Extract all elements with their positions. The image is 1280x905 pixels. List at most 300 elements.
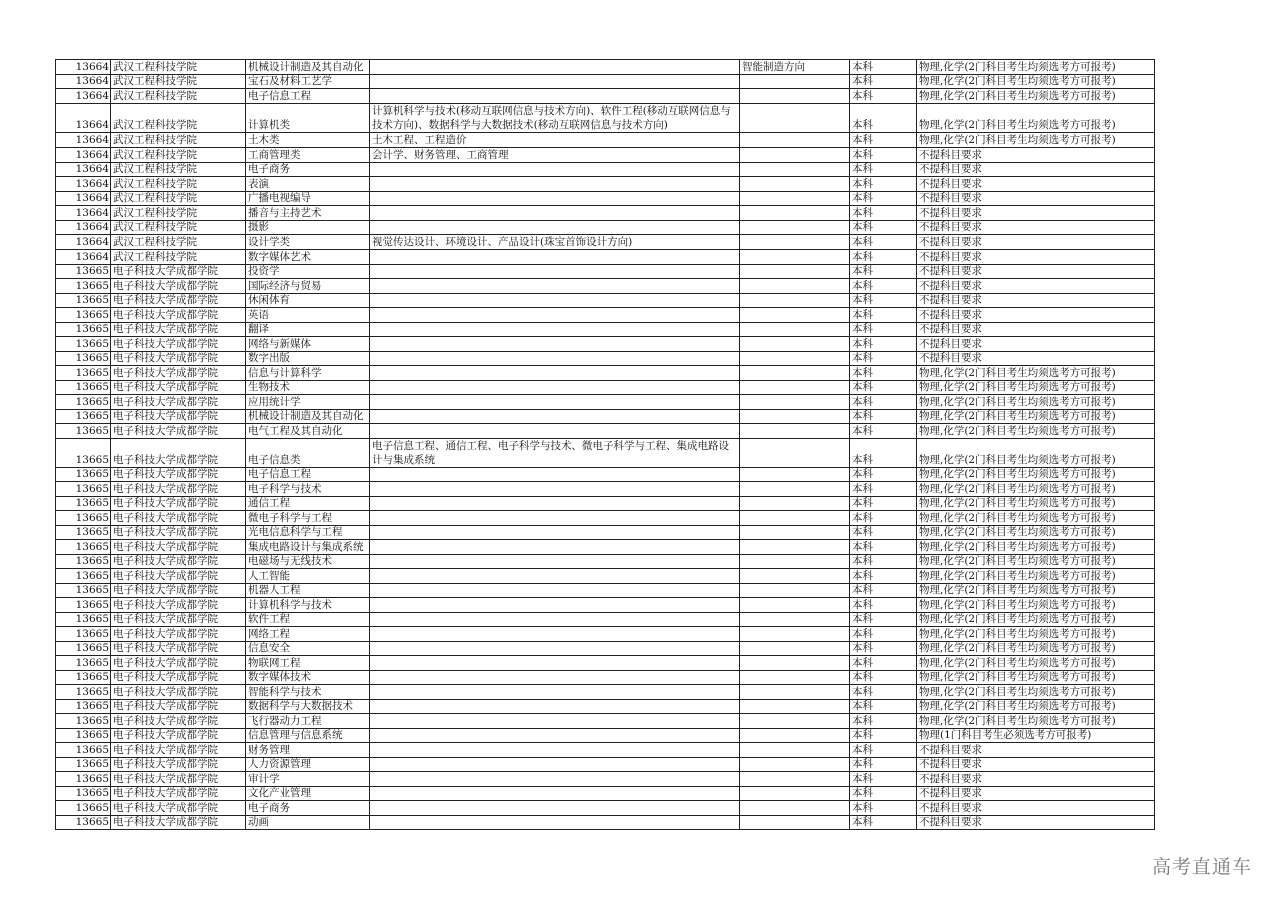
subject-requirement-cell: 不提科目要求 (917, 206, 1155, 221)
included-majors-cell: 计算机科学与技术(移动互联网信息与技术方向)、软件工程(移动互联网信息与技术方向)、数据科学与大数据技术(移动互联网信息与技术方向) (370, 103, 740, 132)
school-name-cell: 电子科技大学成都学院 (111, 569, 246, 584)
level-cell: 本科 (850, 641, 917, 656)
level-cell: 本科 (850, 438, 917, 467)
table-row (56, 409, 1155, 424)
direction-cell (740, 366, 850, 381)
subject-requirement-cell: 不提科目要求 (917, 322, 1155, 337)
watermark: 高考直通车 (1151, 856, 1252, 878)
school-code-cell: 13665 (56, 337, 111, 352)
direction-cell (740, 540, 850, 555)
table-row (56, 322, 1155, 337)
major-name-cell: 数据科学与大数据技术 (246, 699, 370, 714)
school-name-cell: 电子科技大学成都学院 (111, 540, 246, 555)
subject-requirement-cell: 不提科目要求 (917, 293, 1155, 308)
included-majors-cell (370, 496, 740, 511)
direction-cell (740, 569, 850, 584)
included-majors-cell (370, 656, 740, 671)
school-code-cell: 13665 (56, 815, 111, 830)
level-cell: 本科 (850, 569, 917, 584)
table-row (56, 395, 1155, 410)
school-name-cell: 武汉工程科技学院 (111, 103, 246, 132)
school-name-cell: 电子科技大学成都学院 (111, 670, 246, 685)
major-name-cell: 投资学 (246, 264, 370, 279)
subject-requirement-cell: 物理,化学(2门科目考生均须选考方可报考) (917, 74, 1155, 89)
included-majors-cell (370, 743, 740, 758)
table-row (56, 772, 1155, 787)
school-code-cell: 13665 (56, 569, 111, 584)
direction-cell (740, 772, 850, 787)
school-code-cell: 13664 (56, 250, 111, 265)
table-row (56, 74, 1155, 89)
level-cell: 本科 (850, 612, 917, 627)
school-name-cell: 电子科技大学成都学院 (111, 424, 246, 439)
school-code-cell: 13665 (56, 786, 111, 801)
school-code-cell: 13665 (56, 395, 111, 410)
school-name-cell: 电子科技大学成都学院 (111, 554, 246, 569)
direction-cell (740, 641, 850, 656)
school-name-cell: 武汉工程科技学院 (111, 220, 246, 235)
subject-requirement-cell: 物理,化学(2门科目考生均须选考方可报考) (917, 89, 1155, 104)
subject-requirement-cell: 不提科目要求 (917, 757, 1155, 772)
direction-cell (740, 132, 850, 147)
school-name-cell: 武汉工程科技学院 (111, 89, 246, 104)
school-code-cell: 13665 (56, 482, 111, 497)
subject-requirement-cell: 物理,化学(2门科目考生均须选考方可报考) (917, 714, 1155, 729)
level-cell: 本科 (850, 786, 917, 801)
direction-cell (740, 482, 850, 497)
school-code-cell: 13665 (56, 511, 111, 526)
school-code-cell: 13665 (56, 612, 111, 627)
included-majors-cell (370, 728, 740, 743)
level-cell: 本科 (850, 772, 917, 787)
included-majors-cell: 电子信息工程、通信工程、电子科学与技术、微电子科学与工程、集成电路设计与集成系统 (370, 438, 740, 467)
school-code-cell: 13665 (56, 685, 111, 700)
school-code-cell: 13664 (56, 60, 111, 75)
school-code-cell: 13665 (56, 467, 111, 482)
direction-cell (740, 786, 850, 801)
level-cell: 本科 (850, 409, 917, 424)
table-row (56, 250, 1155, 265)
included-majors-cell (370, 74, 740, 89)
level-cell: 本科 (850, 757, 917, 772)
school-name-cell: 电子科技大学成都学院 (111, 438, 246, 467)
included-majors-cell (370, 685, 740, 700)
table-row (56, 714, 1155, 729)
included-majors-cell (370, 670, 740, 685)
included-majors-cell: 视觉传达设计、环境设计、产品设计(珠宝首饰设计方向) (370, 235, 740, 250)
included-majors-cell (370, 191, 740, 206)
school-code-cell: 13665 (56, 496, 111, 511)
subject-requirement-cell: 物理,化学(2门科目考生均须选考方可报考) (917, 395, 1155, 410)
table-row (56, 206, 1155, 221)
included-majors-cell (370, 641, 740, 656)
table-body (56, 60, 1155, 830)
subject-requirement-cell: 物理,化学(2门科目考生均须选考方可报考) (917, 103, 1155, 132)
subject-requirement-cell: 物理,化学(2门科目考生均须选考方可报考) (917, 670, 1155, 685)
school-code-cell: 13665 (56, 801, 111, 816)
major-name-cell: 工商管理类 (246, 147, 370, 162)
school-code-cell: 13665 (56, 293, 111, 308)
included-majors-cell (370, 525, 740, 540)
major-name-cell: 广播电视编导 (246, 191, 370, 206)
school-name-cell: 电子科技大学成都学院 (111, 366, 246, 381)
table-row (56, 60, 1155, 75)
included-majors-cell (370, 264, 740, 279)
table-row (56, 511, 1155, 526)
table-row (56, 598, 1155, 613)
major-name-cell: 通信工程 (246, 496, 370, 511)
table-row (56, 380, 1155, 395)
school-name-cell: 武汉工程科技学院 (111, 162, 246, 177)
level-cell: 本科 (850, 482, 917, 497)
major-name-cell: 信息安全 (246, 641, 370, 656)
subject-requirement-cell: 不提科目要求 (917, 220, 1155, 235)
direction-cell (740, 496, 850, 511)
included-majors-cell: 土木工程、工程造价 (370, 132, 740, 147)
subject-requirement-cell: 物理,化学(2门科目考生均须选考方可报考) (917, 699, 1155, 714)
major-name-cell: 电子科学与技术 (246, 482, 370, 497)
major-name-cell: 软件工程 (246, 612, 370, 627)
school-code-cell: 13664 (56, 177, 111, 192)
school-code-cell: 13665 (56, 351, 111, 366)
included-majors-cell: 会计学、财务管理、工商管理 (370, 147, 740, 162)
subject-requirement-cell: 物理,化学(2门科目考生均须选考方可报考) (917, 685, 1155, 700)
major-name-cell: 文化产业管理 (246, 786, 370, 801)
included-majors-cell (370, 772, 740, 787)
subject-requirement-cell: 物理,化学(2门科目考生均须选考方可报考) (917, 438, 1155, 467)
included-majors-cell (370, 409, 740, 424)
school-name-cell: 电子科技大学成都学院 (111, 743, 246, 758)
school-name-cell: 电子科技大学成都学院 (111, 815, 246, 830)
table-row (56, 743, 1155, 758)
direction-cell (740, 74, 850, 89)
level-cell: 本科 (850, 293, 917, 308)
school-name-cell: 电子科技大学成都学院 (111, 496, 246, 511)
major-name-cell: 机械设计制造及其自动化 (246, 409, 370, 424)
subject-requirement-cell: 物理,化学(2门科目考生均须选考方可报考) (917, 612, 1155, 627)
subject-requirement-cell: 物理,化学(2门科目考生均须选考方可报考) (917, 598, 1155, 613)
direction-cell (740, 714, 850, 729)
school-code-cell: 13665 (56, 714, 111, 729)
subject-requirement-cell: 不提科目要求 (917, 772, 1155, 787)
table-row (56, 801, 1155, 816)
table-row (56, 496, 1155, 511)
major-name-cell: 国际经济与贸易 (246, 279, 370, 294)
level-cell: 本科 (850, 728, 917, 743)
major-name-cell: 翻译 (246, 322, 370, 337)
major-name-cell: 数字出版 (246, 351, 370, 366)
school-name-cell: 电子科技大学成都学院 (111, 351, 246, 366)
school-code-cell: 13664 (56, 206, 111, 221)
school-name-cell: 电子科技大学成都学院 (111, 380, 246, 395)
direction-cell (740, 685, 850, 700)
direction-cell (740, 235, 850, 250)
subject-requirement-cell: 物理,化学(2门科目考生均须选考方可报考) (917, 569, 1155, 584)
school-code-cell: 13665 (56, 699, 111, 714)
level-cell: 本科 (850, 264, 917, 279)
included-majors-cell (370, 395, 740, 410)
subject-requirement-cell: 不提科目要求 (917, 308, 1155, 323)
direction-cell (740, 511, 850, 526)
included-majors-cell (370, 89, 740, 104)
table-row (56, 191, 1155, 206)
major-name-cell: 微电子科学与工程 (246, 511, 370, 526)
major-name-cell: 动画 (246, 815, 370, 830)
table-row (56, 786, 1155, 801)
school-name-cell: 武汉工程科技学院 (111, 74, 246, 89)
table-row (56, 525, 1155, 540)
school-name-cell: 电子科技大学成都学院 (111, 264, 246, 279)
direction-cell (740, 395, 850, 410)
major-name-cell: 电子信息工程 (246, 467, 370, 482)
school-name-cell: 武汉工程科技学院 (111, 147, 246, 162)
table-row (56, 656, 1155, 671)
major-name-cell: 机械设计制造及其自动化 (246, 60, 370, 75)
level-cell: 本科 (850, 250, 917, 265)
school-name-cell: 电子科技大学成都学院 (111, 395, 246, 410)
level-cell: 本科 (850, 598, 917, 613)
major-name-cell: 网络与新媒体 (246, 337, 370, 352)
direction-cell (740, 351, 850, 366)
direction-cell (740, 583, 850, 598)
direction-cell (740, 264, 850, 279)
direction-cell (740, 612, 850, 627)
level-cell: 本科 (850, 627, 917, 642)
school-code-cell: 13665 (56, 641, 111, 656)
subject-requirement-cell: 物理,化学(2门科目考生均须选考方可报考) (917, 482, 1155, 497)
included-majors-cell (370, 380, 740, 395)
major-name-cell: 数字媒体技术 (246, 670, 370, 685)
included-majors-cell (370, 482, 740, 497)
direction-cell (740, 757, 850, 772)
included-majors-cell (370, 162, 740, 177)
direction-cell (740, 670, 850, 685)
subject-requirement-cell: 物理,化学(2门科目考生均须选考方可报考) (917, 366, 1155, 381)
included-majors-cell (370, 467, 740, 482)
major-name-cell: 电子商务 (246, 801, 370, 816)
level-cell: 本科 (850, 103, 917, 132)
school-name-cell: 电子科技大学成都学院 (111, 801, 246, 816)
school-code-cell: 13665 (56, 670, 111, 685)
direction-cell (740, 656, 850, 671)
school-name-cell: 电子科技大学成都学院 (111, 598, 246, 613)
included-majors-cell (370, 511, 740, 526)
direction-cell (740, 191, 850, 206)
school-name-cell: 电子科技大学成都学院 (111, 322, 246, 337)
subject-requirement-cell: 物理,化学(2门科目考生均须选考方可报考) (917, 511, 1155, 526)
table-row (56, 699, 1155, 714)
major-name-cell: 光电信息科学与工程 (246, 525, 370, 540)
school-name-cell: 电子科技大学成都学院 (111, 279, 246, 294)
direction-cell (740, 801, 850, 816)
school-code-cell: 13665 (56, 656, 111, 671)
level-cell: 本科 (850, 656, 917, 671)
major-name-cell: 应用统计学 (246, 395, 370, 410)
subject-requirement-cell: 不提科目要求 (917, 337, 1155, 352)
table-row (56, 220, 1155, 235)
level-cell: 本科 (850, 162, 917, 177)
major-name-cell: 电气工程及其自动化 (246, 424, 370, 439)
direction-cell (740, 554, 850, 569)
level-cell: 本科 (850, 554, 917, 569)
table-row (56, 482, 1155, 497)
direction-cell (740, 438, 850, 467)
subject-requirement-cell: 不提科目要求 (917, 786, 1155, 801)
included-majors-cell (370, 757, 740, 772)
level-cell: 本科 (850, 177, 917, 192)
school-code-cell: 13665 (56, 554, 111, 569)
direction-cell (740, 337, 850, 352)
included-majors-cell (370, 627, 740, 642)
table-row (56, 235, 1155, 250)
major-name-cell: 设计学类 (246, 235, 370, 250)
table-row (56, 438, 1155, 467)
major-name-cell: 摄影 (246, 220, 370, 235)
school-name-cell: 电子科技大学成都学院 (111, 525, 246, 540)
table-row (56, 467, 1155, 482)
direction-cell (740, 220, 850, 235)
level-cell: 本科 (850, 89, 917, 104)
level-cell: 本科 (850, 801, 917, 816)
level-cell: 本科 (850, 511, 917, 526)
table-row (56, 583, 1155, 598)
subject-requirement-cell: 不提科目要求 (917, 191, 1155, 206)
major-name-cell: 机器人工程 (246, 583, 370, 598)
direction-cell (740, 206, 850, 221)
school-name-cell: 电子科技大学成都学院 (111, 714, 246, 729)
major-name-cell: 人力资源管理 (246, 757, 370, 772)
included-majors-cell (370, 569, 740, 584)
table-row (56, 279, 1155, 294)
table-row (56, 670, 1155, 685)
subject-requirement-table (55, 59, 1155, 830)
school-code-cell: 13665 (56, 583, 111, 598)
major-name-cell: 信息管理与信息系统 (246, 728, 370, 743)
direction-cell (740, 815, 850, 830)
school-name-cell: 武汉工程科技学院 (111, 132, 246, 147)
school-code-cell: 13665 (56, 380, 111, 395)
school-code-cell: 13665 (56, 424, 111, 439)
table-row (56, 627, 1155, 642)
level-cell: 本科 (850, 60, 917, 75)
table-row (56, 366, 1155, 381)
included-majors-cell (370, 366, 740, 381)
direction-cell (740, 177, 850, 192)
included-majors-cell (370, 540, 740, 555)
level-cell: 本科 (850, 351, 917, 366)
major-name-cell: 英语 (246, 308, 370, 323)
school-name-cell: 武汉工程科技学院 (111, 250, 246, 265)
subject-requirement-cell: 不提科目要求 (917, 279, 1155, 294)
major-name-cell: 财务管理 (246, 743, 370, 758)
school-name-cell: 电子科技大学成都学院 (111, 786, 246, 801)
school-code-cell: 13665 (56, 525, 111, 540)
school-code-cell: 13664 (56, 89, 111, 104)
direction-cell (740, 308, 850, 323)
subject-requirement-cell: 不提科目要求 (917, 264, 1155, 279)
direction-cell (740, 598, 850, 613)
level-cell: 本科 (850, 322, 917, 337)
level-cell: 本科 (850, 308, 917, 323)
level-cell: 本科 (850, 714, 917, 729)
level-cell: 本科 (850, 395, 917, 410)
school-code-cell: 13664 (56, 74, 111, 89)
school-name-cell: 武汉工程科技学院 (111, 191, 246, 206)
direction-cell (740, 293, 850, 308)
table-row (56, 103, 1155, 132)
level-cell: 本科 (850, 424, 917, 439)
direction-cell (740, 162, 850, 177)
included-majors-cell (370, 177, 740, 192)
subject-requirement-cell: 物理,化学(2门科目考生均须选考方可报考) (917, 424, 1155, 439)
major-name-cell: 集成电路设计与集成系统 (246, 540, 370, 555)
included-majors-cell (370, 714, 740, 729)
level-cell: 本科 (850, 670, 917, 685)
table-row (56, 641, 1155, 656)
school-name-cell: 武汉工程科技学院 (111, 235, 246, 250)
school-code-cell: 13665 (56, 743, 111, 758)
school-name-cell: 电子科技大学成都学院 (111, 641, 246, 656)
level-cell: 本科 (850, 206, 917, 221)
major-name-cell: 表演 (246, 177, 370, 192)
table-row (56, 337, 1155, 352)
subject-requirement-cell: 物理,化学(2门科目考生均须选考方可报考) (917, 132, 1155, 147)
subject-requirement-cell: 物理,化学(2门科目考生均须选考方可报考) (917, 467, 1155, 482)
school-name-cell: 电子科技大学成都学院 (111, 308, 246, 323)
subject-requirement-cell: 物理,化学(2门科目考生均须选考方可报考) (917, 583, 1155, 598)
included-majors-cell (370, 351, 740, 366)
direction-cell (740, 89, 850, 104)
school-code-cell: 13665 (56, 322, 111, 337)
table-row (56, 685, 1155, 700)
table-row (56, 569, 1155, 584)
school-code-cell: 13665 (56, 627, 111, 642)
direction-cell (740, 699, 850, 714)
school-name-cell: 电子科技大学成都学院 (111, 728, 246, 743)
major-name-cell: 网络工程 (246, 627, 370, 642)
table-row (56, 293, 1155, 308)
table-row (56, 815, 1155, 830)
table-row (56, 540, 1155, 555)
school-name-cell: 电子科技大学成都学院 (111, 772, 246, 787)
school-code-cell: 13665 (56, 540, 111, 555)
included-majors-cell (370, 612, 740, 627)
subject-requirement-cell: 不提科目要求 (917, 815, 1155, 830)
included-majors-cell (370, 337, 740, 352)
school-code-cell: 13664 (56, 220, 111, 235)
subject-requirement-cell: 不提科目要求 (917, 162, 1155, 177)
major-name-cell: 审计学 (246, 772, 370, 787)
direction-cell (740, 250, 850, 265)
included-majors-cell (370, 220, 740, 235)
level-cell: 本科 (850, 699, 917, 714)
school-name-cell: 电子科技大学成都学院 (111, 685, 246, 700)
school-code-cell: 13665 (56, 308, 111, 323)
school-name-cell: 电子科技大学成都学院 (111, 583, 246, 598)
included-majors-cell (370, 699, 740, 714)
major-name-cell: 智能科学与技术 (246, 685, 370, 700)
school-code-cell: 13664 (56, 191, 111, 206)
included-majors-cell (370, 598, 740, 613)
school-name-cell: 电子科技大学成都学院 (111, 293, 246, 308)
school-name-cell: 电子科技大学成都学院 (111, 482, 246, 497)
direction-cell (740, 147, 850, 162)
table-row (56, 177, 1155, 192)
school-name-cell: 武汉工程科技学院 (111, 60, 246, 75)
school-code-cell: 13664 (56, 147, 111, 162)
included-majors-cell (370, 206, 740, 221)
subject-requirement-cell: 物理,化学(2门科目考生均须选考方可报考) (917, 380, 1155, 395)
